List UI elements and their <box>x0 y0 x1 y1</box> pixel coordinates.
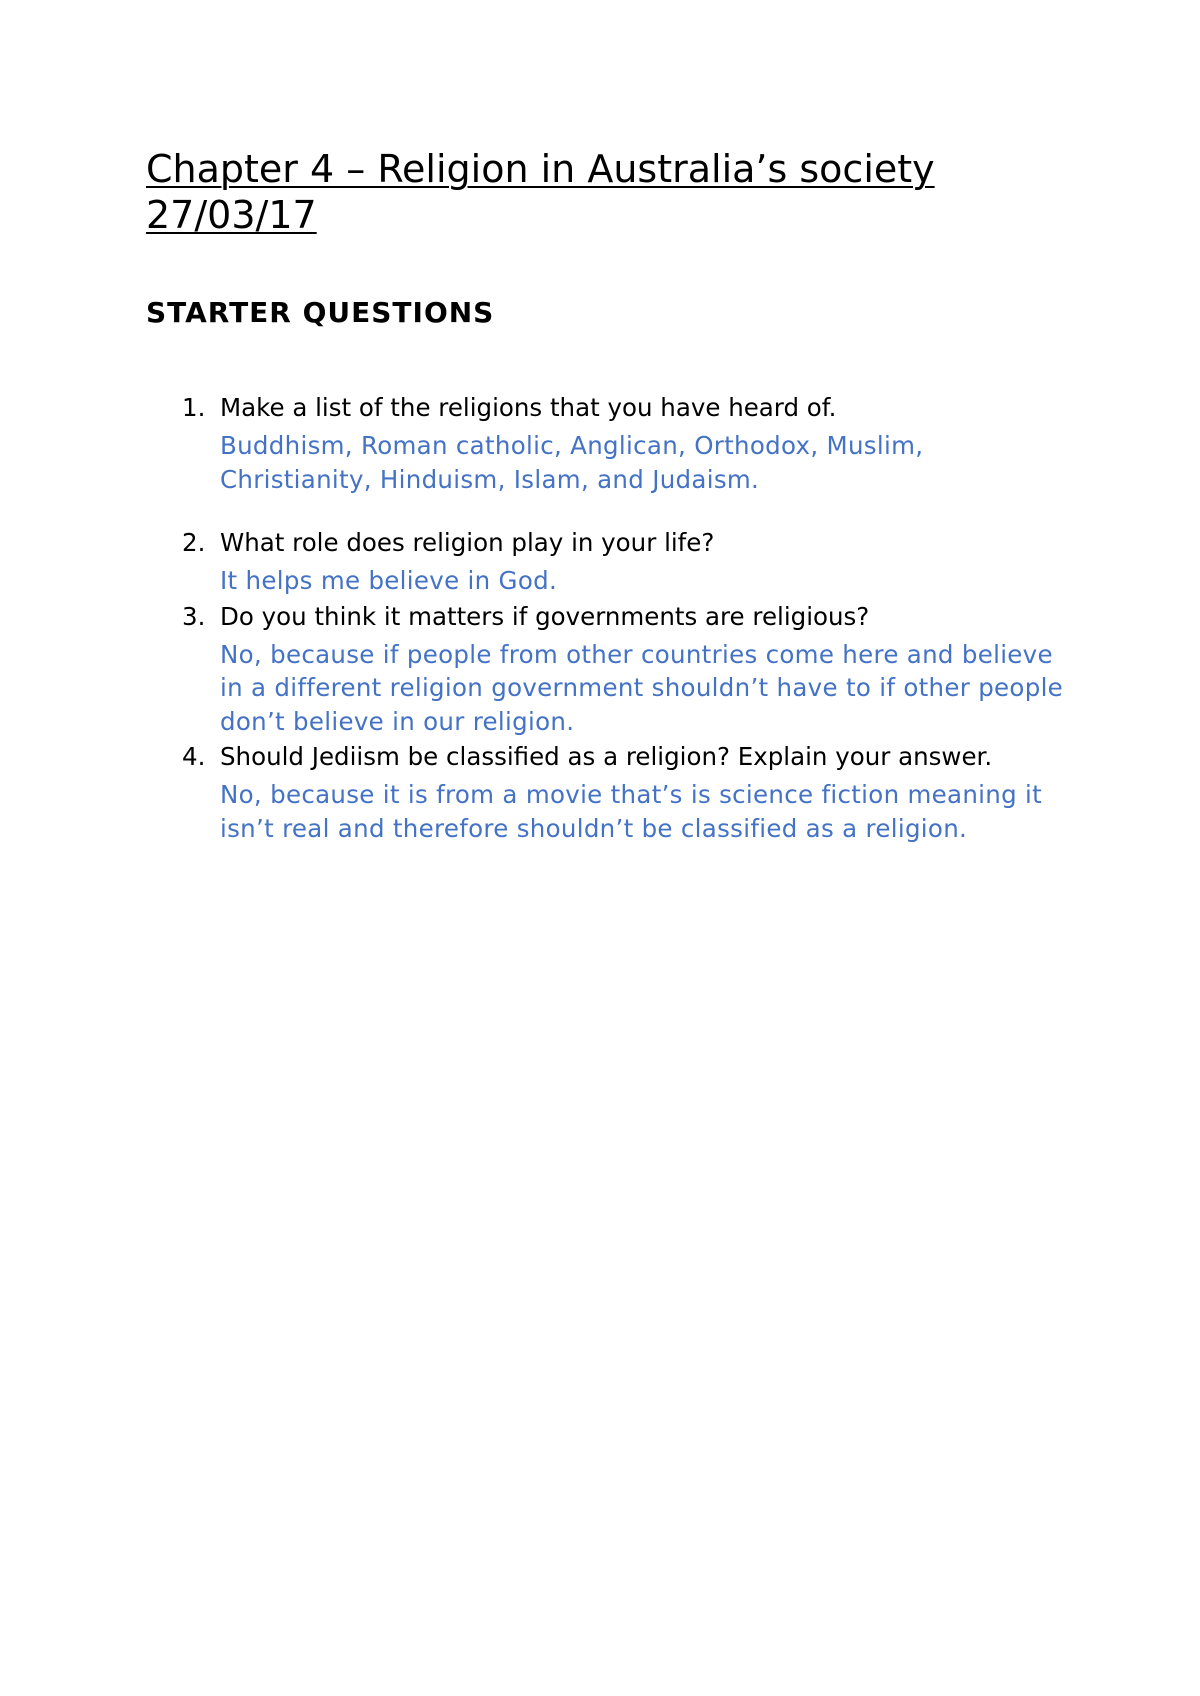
question-number: 3. <box>182 601 206 631</box>
question-number: 1. <box>182 393 206 422</box>
list-item <box>146 527 1076 598</box>
page-title <box>146 146 1066 238</box>
title-line-date: 27/03/17 <box>146 193 317 237</box>
question-text: Make a list of the religions that you have heard of. <box>220 393 837 422</box>
title-line-chapter: Chapter 4 – Religion in Australia’s society <box>146 147 935 191</box>
question-text: Do you think it matters if governments are religious? <box>220 601 870 631</box>
question-list <box>146 392 1076 845</box>
answer-text: No, because if people from other countries come here and believe in a different religion government shouldn’t have to if other people don’t believe in our religion. <box>220 639 1064 736</box>
question-number: 4. <box>182 742 206 771</box>
answer-text: It helps me believe in God. <box>220 566 558 595</box>
question-text: Should Jediism be classified as a religion? Explain your answer. <box>220 742 993 771</box>
list-item <box>146 601 1076 739</box>
answer-text: No, because it is from a movie that’s is science fiction meaning it isn’t real and therefore shouldn’t be classified as a religion. <box>220 780 1043 843</box>
answer-text: Buddhism, Roman catholic, Anglican, Orthodox, Muslim, Christianity, Hinduism, Islam, and Judaism. <box>220 431 924 494</box>
section-heading: STARTER QUESTIONS <box>146 296 495 329</box>
question-number: 2. <box>182 528 206 557</box>
question-text: What role does religion play in your life? <box>220 528 715 557</box>
list-item <box>146 741 1076 845</box>
list-item <box>146 392 1076 496</box>
